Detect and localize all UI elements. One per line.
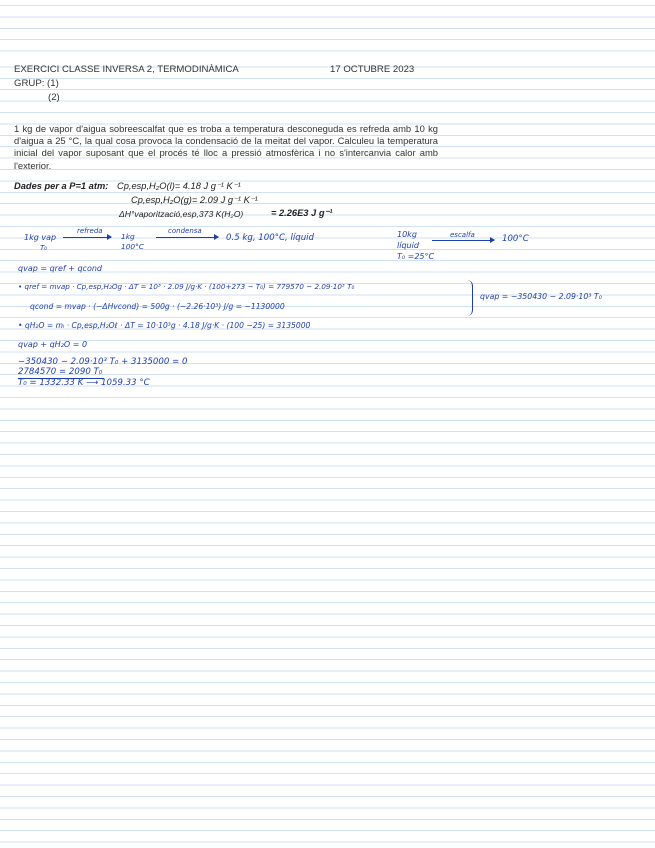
calc-line-4: • qH₂O = mₗ · Cp,esp,H₂Oℓ · ΔT = 10·10³g · 4.18 J/g·K · (100 −25) = 3135000 bbox=[18, 321, 311, 330]
dh-label: ΔH°vaporització,esp,373 K(H₂O) bbox=[119, 209, 244, 219]
diagram-mid-bottom: 100°C bbox=[121, 242, 144, 251]
calc-line-2: • qref = mvap · Cp,esp,H₂Og · ΔT = 10³ · 2.09 J/g·K · (100+273 − T₀) = 779570 − 2.09·10³ T₀ bbox=[18, 282, 355, 291]
calc-line-3: qcond = mvap · (−ΔHvcond) = 500g · (−2.26·10³) J/g = −1130000 bbox=[30, 302, 285, 311]
diagram-start-label: 1kg vap bbox=[24, 233, 57, 242]
diagram-right-end: 100°C bbox=[502, 234, 529, 244]
result-brace bbox=[466, 280, 473, 316]
diagram-arrow1-label: refreda bbox=[77, 227, 103, 235]
diagram-right-top: 10kg bbox=[397, 230, 417, 239]
calc-line-5: qvap + qH₂O = 0 bbox=[18, 340, 88, 349]
document-title: EXERCICI CLASSE INVERSA 2, TERMODINÀMICA bbox=[14, 64, 239, 75]
diagram-arrow2-label: condensa bbox=[168, 227, 202, 235]
cp-liquid: Cp,esp,H₂O(l)= 4.18 J g⁻¹ K⁻¹ bbox=[117, 181, 241, 191]
calc-line-6: −350430 − 2.09·10³ T₀ + 3135000 = 0 bbox=[18, 357, 188, 367]
calc-line-7: 2784570 = 2090 T₀ bbox=[18, 367, 103, 377]
diagram-end: 0.5 kg, 100°C, líquid bbox=[226, 233, 314, 243]
calc-line-8: T₀ = 1332.33 K ⟶ 1059.33 °C bbox=[18, 378, 150, 388]
arrow-refreda bbox=[63, 237, 111, 238]
diagram-right-arrow-label: escalfa bbox=[450, 231, 475, 239]
diagram-mid-top: 1kg bbox=[121, 232, 135, 241]
arrow-escalfa bbox=[432, 240, 494, 241]
diagram-right-bottom: T₀ =25°C bbox=[397, 252, 435, 261]
cp-vapor: Cp,esp,H₂O(g)= 2.09 J g⁻¹ K⁻¹ bbox=[131, 195, 258, 205]
arrow-condensa bbox=[156, 237, 218, 238]
group-second: (2) bbox=[48, 92, 60, 103]
calc-line-1: qvap = qref + qcond bbox=[18, 264, 102, 273]
problem-statement: 1 kg de vapor d'aigua sobreescalfat que es troba a temperatura desconeguda es refreda amb 10 kg d'aigua a 25 °C, la qual cosa provoca la condensació de la meitat del vapor. Calculeu la temperatura inicial del vapor suposant que el procés té lloc a pressió atmosfèrica i no s'intercanvia calor amb l'exterior. bbox=[14, 123, 438, 171]
group-label: GRUP: (1) bbox=[14, 78, 59, 89]
brace-result: qvap = −350430 − 2.09·10³ T₀ bbox=[480, 292, 602, 301]
diagram-start-sub: T₀ bbox=[40, 244, 48, 252]
document-date: 17 OCTUBRE 2023 bbox=[330, 64, 415, 75]
diagram-right-mid: líquid bbox=[397, 241, 419, 250]
dh-value: = 2.26E3 J g⁻¹ bbox=[271, 208, 333, 218]
data-label: Dades per a P=1 atm: bbox=[14, 181, 109, 191]
